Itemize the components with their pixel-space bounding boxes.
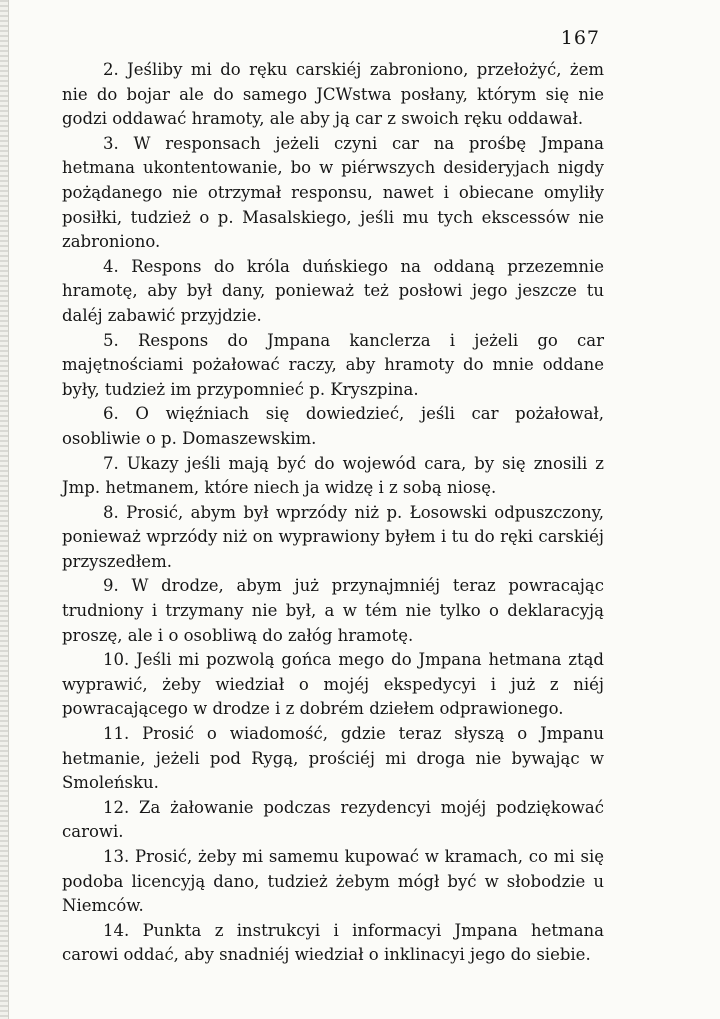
paragraph-5: 5. Respons do Jmpana kanclerza i jeżeli go car majętnościami pożałować raczy, aby hramoty do mnie oddane były, tudzież im przypomnieć p. Kryszpina.: [62, 330, 604, 399]
paragraph-3: 3. W responsach jeżeli czyni car na prośbę Jmpana hetmana ukontentowanie, bo w piérwszych desideryjach nigdy pożądanego nie otrzymał responsu, nawet i obiecane omyliły posiłki, tudzież o p. Masalskiego, jeśli mu tych ekscessów nie zabroniono.: [62, 133, 604, 252]
paragraph-7: 7. Ukazy jeśli mają być do wojewód cara, by się znosili z Jmp. hetmanem, które niech ja widzę i z sobą niosę.: [62, 453, 604, 498]
paragraph-8: 8. Prosić, abym był wprzódy niż p. Łosowski odpuszczony, ponieważ wprzódy niż on wyprawiony byłem i tu do ręki carskiéj przyszedłem.: [62, 502, 604, 571]
paragraph-2: 2. Jeśliby mi do ręku carskiéj zabroniono, przełożyć, żem nie do bojar ale do samego JCWstwa posłany, którym się nie godzi oddawać hramoty, ale aby ją car z swoich ręku oddawał.: [62, 60, 604, 129]
paragraph-10: 10. Jeśli mi pozwolą gońca mego do Jmpana hetmana ztąd wyprawić, żeby wiedział o mojéj ekspedycyi i już z niéj powracającego w drodze i z dobrém dziełem odprawionego.: [62, 650, 604, 719]
paragraph-9: 9. W drodze, abym już przynajmniéj teraz powracając trudniony i trzymany nie był, a w tém nie tylko o deklaracyją proszę, ale i o osobliwą do załóg hramotę.: [62, 576, 604, 645]
paragraph-12: 12. Za żałowanie podczas rezydencyi mojéj podziękować carowi.: [62, 797, 604, 842]
paragraph-6: 6. O więźniach się dowiedzieć, jeśli car pożałował, osobliwie o p. Domaszewskim.: [62, 404, 604, 448]
paragraph-4: 4. Respons do króla duńskiego na oddaną przezemnie hramotę, aby był dany, ponieważ też posłowi jego jeszcze tu daléj zabawić przyjdzie.: [62, 256, 604, 325]
binding-edge: [0, 0, 9, 1019]
document-body: [62, 58, 604, 968]
paragraph-13: 13. Prosić, żeby mi samemu kupować w kramach, co mi się podoba licencyją dano, tudzież żebym mógł być w słobodzie u Niemców.: [62, 847, 604, 916]
paragraph-14: 14. Punkta z instrukcyi i informacyi Jmpana hetmana carowi oddać, aby snadniéj wiedział o inklinacyi jego do siebie.: [62, 920, 604, 965]
page-number: 167: [560, 27, 600, 49]
paragraph-11: 11. Prosić o wiadomość, gdzie teraz słyszą o Jmpanu hetmanie, jeżeli pod Rygą, prościéj mi droga nie bywając w Smoleńsku.: [62, 724, 604, 793]
